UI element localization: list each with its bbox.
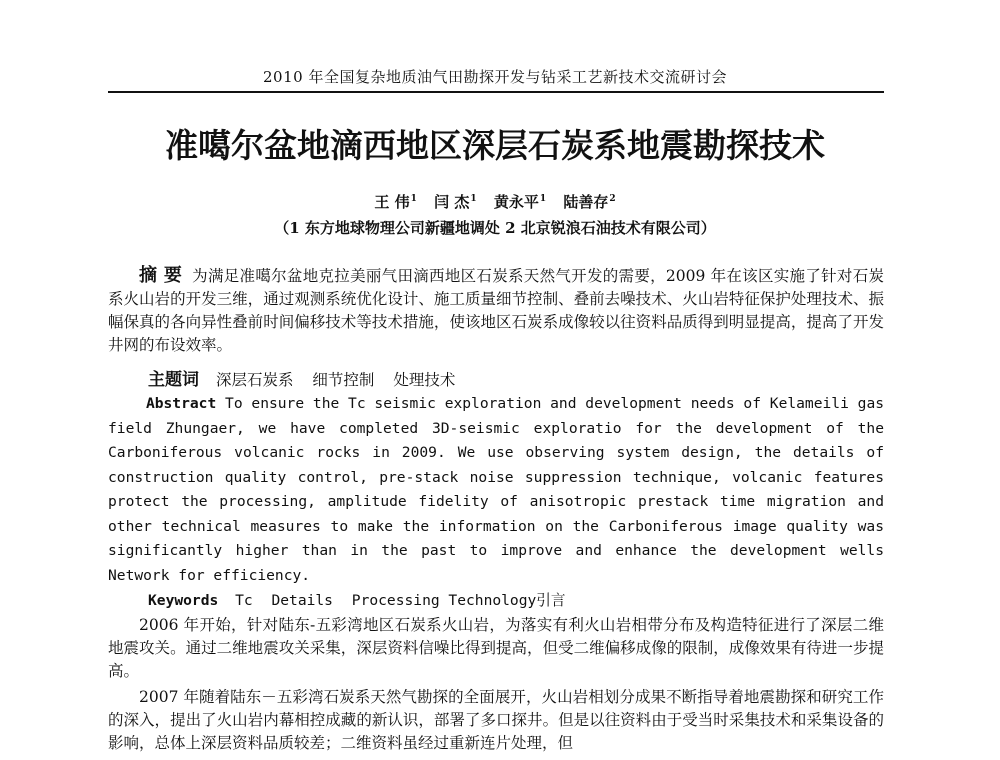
keyword: 细节控制: [312, 371, 375, 389]
author-list: [110, 191, 880, 212]
running-header: 2010 年全国复杂地质油气田勘探开发与钻采工艺新技术交流研讨会: [263, 68, 727, 86]
abstract-text: 为满足准噶尔盆地克拉美丽气田滴西地区石炭系天然气开发的需要，2009 年在该区实施了针对石炭系火山岩的开发三维，通过观测系统优化设计、施工质量细节控制、叠前去噪技术、火山岩特征保护处理技术、振幅保真的各向异性叠前时间偏移技术等技术措施，使该地区石炭系成像较以往资料品质得到明显提高，提高了开发井网的布设效率。: [108, 267, 884, 354]
body-paragraph: 2007 年随着陆东－五彩湾石炭系天然气勘探的全面展开，火山岩相划分成果不断指导着地震勘探和研究工作的深入，提出了火山岩内幕相控成藏的新认识，部署了多口探井。但是以往资料由于受当时采集技术和采集设备的影响，总体上深层资料品质较差；二维资料虽经过重新连片处理，但: [108, 688, 884, 752]
english-abstract-label: Abstract: [145, 395, 217, 412]
author: 陆善存$^2$: [563, 193, 616, 211]
section-heading-introduction: 引言: [536, 592, 566, 609]
author: 闫 杰$^1$: [434, 193, 477, 211]
header-rule: [108, 91, 884, 93]
body-paragraph: 2006 年开始，针对陆东-五彩湾地区石炭系火山岩，为落实有利火山岩相带分布及构造特征进行了深层二维地震攻关。通过二维地震攻关采集，深层资料信噪比得到提高，但受二维偏移成像的限制，成像效果有待进一步提高。: [108, 616, 884, 680]
keyword: Processing Technology: [351, 592, 537, 609]
chinese-keywords: [148, 365, 469, 390]
keyword: 处理技术: [393, 371, 456, 389]
english-abstract-text: To ensure the Tc seismic exploration and development needs of Kelameili gas field Zhungaer, we have completed 3D-seismic exploratio for the development of the Carboniferous volcanic rocks in 2009. We use observing system design, the details of construction quality control, pre-stack noise suppression technique, volcanic features protect the processing, amplitude fidelity of anisotropic prestack time migration and other technical measures to make the information on the Carboniferous image quality was significantly higher than in the past to improve and enhance the development wells Network for efficiency.: [108, 395, 885, 584]
author: 王 伟$^1$: [374, 193, 417, 211]
affiliation: （1 东方地球物理公司新疆地调处 2 北京锐浪石油技术有限公司）: [274, 219, 716, 237]
english-keywords-label: Keywords: [148, 592, 219, 609]
english-abstract: [108, 392, 884, 588]
abstract-label: 摘 要: [139, 265, 183, 286]
keyword: Tc: [235, 592, 253, 609]
keywords-label: 主题词: [148, 370, 199, 390]
author: 黄永平$^1$: [493, 193, 547, 211]
chinese-abstract: [108, 264, 884, 357]
keyword: Details: [271, 592, 333, 609]
paper-title: 准噶尔盆地滴西地区深层石炭系地震勘探技术: [165, 126, 825, 165]
keyword: 深层石炭系: [215, 371, 294, 389]
english-keywords: [148, 589, 566, 610]
